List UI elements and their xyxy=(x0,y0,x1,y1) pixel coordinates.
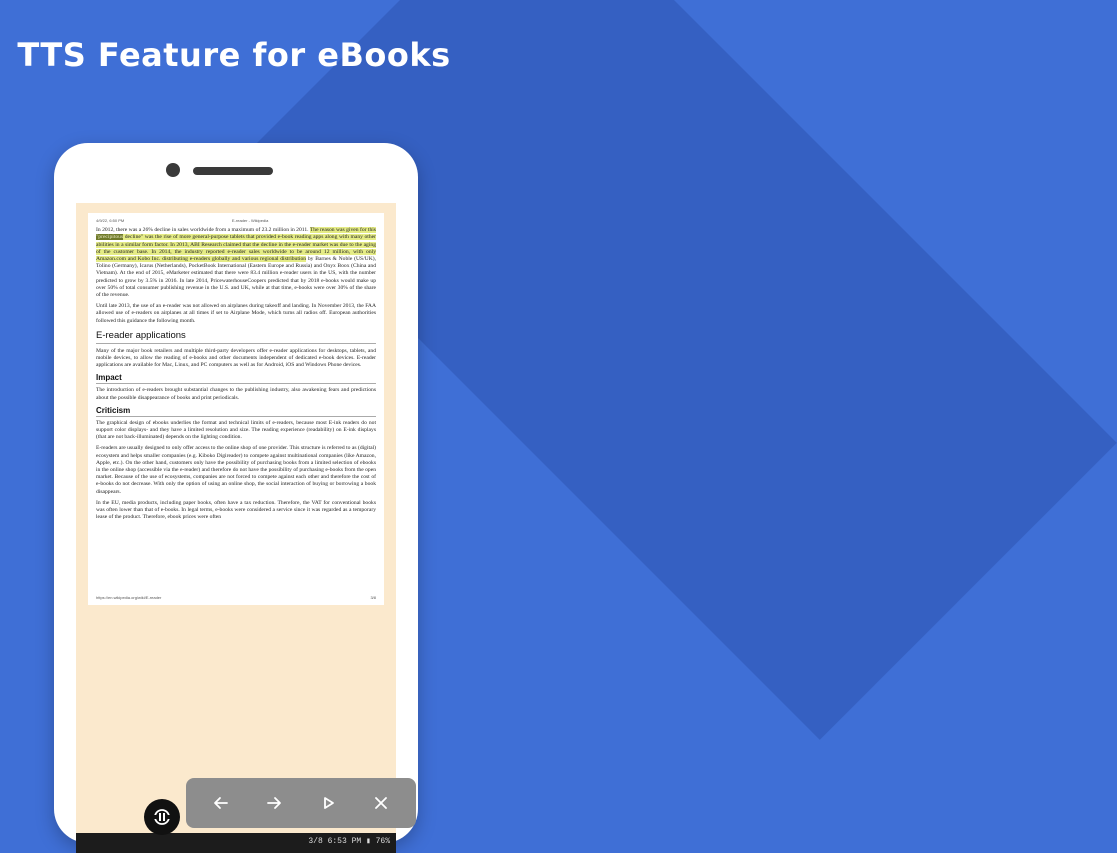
play-icon xyxy=(319,794,337,812)
tts-current-word: "precipitous xyxy=(96,234,124,241)
tts-toggle-button[interactable] xyxy=(144,799,180,835)
page-header-title: E-reader - Wikipedia xyxy=(231,218,269,223)
page-footer xyxy=(96,594,376,601)
paragraph: In 2012, there was a 26% decline in sales worldwide from a maximum of 23.2 million in 2011. The reason was given for this "precipitous decline" was the rise of more general-purpose tablets that provided e-book reading apps along with many other abilities in a similar form factor. In 2013, ABI Research claimed that the decline in the e-reader market was due to the aging of the customer base. In 2014, the industry reported e-reader sales worldwide to be around 12 million, with only Amazon.com and Kobo Inc. distributing e-readers globally and various regional distribution by Barnes & Noble (US/UK), Tolino (Germany), Icarus (Netherlands), PocketBook International (Eastern Europe and Russia) and Onyx Boox (China and Vietnam). At the end of 2015, eMarketer estimated that there were 83.4 million e-reader users in the US, with the number predicted to grow by 3.5% in 2016. In late 2014, PricewaterhouseCoopers predicted that by 2018 e-books would make up over 50% of total consumer publishing revenue in the U.S. and UK, while at that time, e-books were over 30% of the share of the revenue. xyxy=(96,227,376,299)
page-footer-number: 3/8 xyxy=(370,594,376,600)
paragraph: Many of the major book retailers and multiple third-party developers offer e-reader applications for desktops, tablets, and mobile devices, to allow the reading of e-books and other documents independent of dedicated e-book devices. E-reader applications are available for Mac, Linux, and PC computers as well as for Android, iOS and Windows Phone devices. xyxy=(96,347,376,369)
section-heading: E-reader applications xyxy=(96,330,376,344)
previous-button[interactable] xyxy=(203,785,239,821)
reader-status-bar xyxy=(76,833,396,853)
page-header xyxy=(96,217,376,224)
paragraph: Until late 2013, the use of an e-reader was not allowed on airplanes during takeoff and landing. In November 2013, the FAA allowed use of e-readers on airplanes at all times if set to Airplane Mode, which turns all radios off. European authorities followed this guidance the following month. xyxy=(96,303,376,324)
ebook-screen xyxy=(76,203,396,846)
phone-frame xyxy=(54,143,418,846)
close-icon xyxy=(372,794,390,812)
back-arrow-icon xyxy=(212,794,230,812)
play-button[interactable] xyxy=(310,785,346,821)
ebook-page[interactable] xyxy=(88,213,384,605)
reader-status-text: 3/8 6:53 PM ▮ 76% xyxy=(308,837,390,846)
tts-control-bar xyxy=(186,778,416,828)
paragraph: E-readers are usually designed to only offer access to the online shop of one provider. This structure is referred to as (digital) ecosystem and helps smaller companies (e.g. Kiboko Digireader) to compete against multinational companies (like Amazon, Apple, etc.). On the other hand, customers only have the possibility of purchasing books from a limited selection of ebooks in the online shop (accessible via the e-reader) and therefore do not have the possibility of purchasing e-books from the open market. Because of the use of ecosystems, companies are not forced to compete against each other and therefore the cost of e-books do not decrease. With only the option of using an online shop, the social interaction of buying or borrowing a book disappears. xyxy=(96,445,376,495)
section-heading: Criticism xyxy=(96,406,376,417)
close-button[interactable] xyxy=(363,785,399,821)
tts-highlight: The reason was given for this "precipitous decline" was the rise of more general-purpose tablets that provided e-book reading apps along with many other abilities in a similar form factor. In 2013, ABI Research claimed that the decline in the e-reader market was due to the aging of the customer base. In 2014, the industry reported e-reader sales worldwide to be around 12 million, with only Amazon.com and Kobo Inc. distributing e-readers globally and various regional distribution xyxy=(96,227,376,263)
tts-toggle-icon xyxy=(152,807,172,827)
section-heading: Impact xyxy=(96,373,376,384)
speaker-grille xyxy=(193,167,273,175)
camera-icon xyxy=(166,163,180,177)
paragraph: The graphical design of ebooks underlies the format and technical limits of e-readers, because most E-ink readers do not support color displays- and they have a limited resolution and size. The reading experience (readability) on E-ink displays (that are not back-illuminated) depends on the lighting condition. xyxy=(96,419,376,441)
paragraph: The introduction of e-readers brought substantial changes to the publishing industry, also awakening fears and predictions about the possible disappearance of books and print periodicals. xyxy=(96,387,376,401)
next-button[interactable] xyxy=(256,785,292,821)
page-footer-url: https://en.wikipedia.org/wiki/E-reader xyxy=(96,594,162,600)
paragraph: In the EU, media products, including paper books, often have a tax reduction. Therefore, the VAT for conventional books was often lower than that of e-books. In legal terms, e-books were considered a service since it was regarded as a temporary lease of the product. Therefore, ebook prices were often xyxy=(96,499,376,521)
page-header-date: 4/9/22, 6:50 PM xyxy=(96,218,125,223)
promo-title: TTS Feature for eBooks xyxy=(17,36,451,74)
forward-arrow-icon xyxy=(265,794,283,812)
